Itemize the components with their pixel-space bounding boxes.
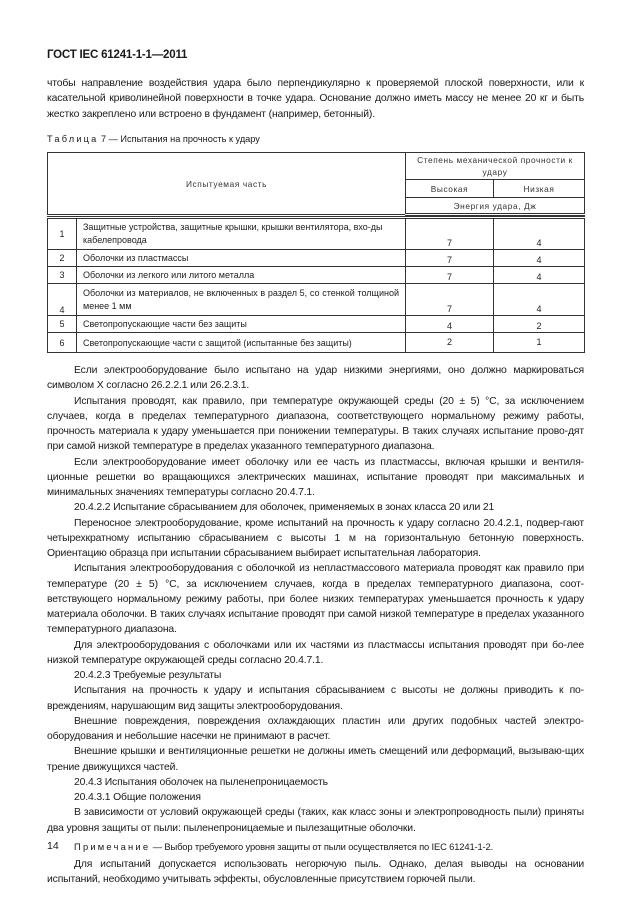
paragraph: Для испытаний допускается использовать негорючую пыль. Однако, делая выводы на основании испытаний, необходимо учитывать эффекты, обусловленные присутствием горючей пыли. (47, 859, 584, 886)
header-impact-energy: Энергия удара, Дж (406, 198, 585, 215)
paragraph: Испытания электрооборудования с оболочкой из непластмассового материала проводят как правило при температуре (20 ± 5) °С, за исключением случаев, когда в пределах температурного диапазона, соот-ветствующего нормальному режиму работы, при более низких температурах уменьшается прочность к удару материала оболочки. В таких случаях испытание проводят при самой низкой температуре в пределах указанного температурного диапазона. (47, 563, 584, 636)
paragraph: Внешние повреждения, повреждения охлаждающих пластин или других подобных частей электро-оборудования и небольшие насечки не принимают в расчет. (47, 715, 584, 742)
note (47, 839, 584, 854)
section-heading-20-4-3: 20.4.3 Испытания оболочек на пыленепроницаемость (74, 776, 328, 788)
row-high: 7 (406, 218, 494, 250)
row-part: Светопропускающие части без защиты (77, 316, 406, 333)
row-part: Защитные устройства, защитные крышки, крышки вентилятора, вхо-ды кабелепровода (77, 218, 406, 250)
section-heading-20-4-3-1: 20.4.3.1 Общие положения (74, 792, 201, 803)
paragraph: Внешние крышки и вентиляционные решетки не должны иметь смещений или деформаций, вызываю-щих трение движущихся частей. (47, 746, 584, 773)
row-low: 4 (494, 284, 585, 316)
paragraph: В зависимости от условий окружающей среды (таких, как класс зоны и электропроводность пыли) приняты два уровня защиты от пыли: пыленепроницаемые и пылезащитные оболочки. (47, 807, 584, 834)
intro-paragraph (47, 76, 584, 122)
row-high: 7 (406, 250, 494, 267)
row-part: Светопропускающие части с защитой (испытанные без защиты) (77, 333, 406, 353)
paragraph: Если электрооборудование имеет оболочку или ее часть из пластмассы, включая крышки и вентиля-ционные решетки во вращающихся электрических машинах, испытание проводят при максимальных и минимальных значениях температуры согласно 20.4.7.1. (47, 456, 584, 498)
row-number: 6 (48, 333, 77, 353)
row-number: 3 (48, 267, 77, 284)
paragraph: Испытания на прочность к удару и испытания сбрасыванием с высоты не должны приводить к по-вреждениям, нарушающим вид защиты электрооборудования. (47, 685, 584, 712)
header-strength-degree: Степень механической прочности к удару (406, 153, 585, 180)
document-standard-id: ГОСТ IEC 61241-1-1—2011 (47, 49, 188, 61)
row-high: 7 (406, 284, 494, 316)
row-low: 4 (494, 250, 585, 267)
table-row (48, 316, 585, 333)
body-text (47, 363, 584, 888)
paragraph: Испытания проводят, как правило, при температуре окружающей среды (20 ± 5) °С, за исключением случаев, когда в пределах температурного диапазона, соответствующего нормальному режиму работы, прочность материала к удару уменьшается при понижении температуры. В таких случаях испытание прово-дят при самой низкой температуре в пределах указанного температурного диапазона. (47, 395, 584, 453)
row-low: 2 (494, 316, 585, 333)
table-caption (47, 134, 260, 144)
note-text: — Выбор требуемого уровня защиты от пыли осуществляется по IEC 61241-1-2. (150, 840, 494, 852)
row-high: 7 (406, 267, 494, 284)
header-tested-part: Испытуемая часть (48, 153, 406, 215)
header-low: Низкая (494, 180, 585, 198)
table-row (48, 333, 585, 353)
row-low: 1 (494, 333, 585, 353)
row-part: Оболочки из легкого или литого металла (77, 267, 406, 284)
row-high: 2 (406, 333, 494, 353)
row-number: 1 (48, 218, 77, 250)
row-low: 4 (494, 267, 585, 284)
row-part: Оболочки из пластмассы (77, 250, 406, 267)
row-low: 4 (494, 218, 585, 250)
row-number: 5 (48, 316, 77, 333)
table-row (48, 284, 585, 316)
paragraph: Переносное электрооборудование, кроме испытаний на прочность к удару согласно 20.4.2.1, подвер-гают четырехкратному испытанию сбрасыванием с высоты 1 м на горизонтальную бетонную поверхность. Ориентацию образца при испытании сбрасыванием выбирает испытательная лаборатория. (47, 517, 584, 559)
table-row (48, 218, 585, 250)
row-number: 2 (48, 250, 77, 267)
table-caption-title: 7 — Испытания на прочность к удару (98, 134, 260, 144)
section-heading-20-4-2-2: 20.4.2.2 Испытание сбрасыванием для оболочек, применяемых в зонах класса 20 или 21 (74, 502, 495, 514)
table-row (48, 250, 585, 267)
row-high: 4 (406, 316, 494, 333)
section-heading-20-4-2-3: 20.4.2.3 Требуемые результаты (74, 670, 222, 681)
table-row (48, 267, 585, 284)
table-caption-prefix: Таблица (47, 134, 99, 144)
header-high: Высокая (406, 180, 494, 198)
intro-text: чтобы направление воздействия удара было перпендикулярно к проверяемой плоской поверхности, или к касательной криволинейной поверхности в точке удара. Основание должно иметь массу не менее 20 кг и быть жестко закреплено или встроено в фундамент (например, бетонный). (47, 78, 584, 120)
page-number: 14 (47, 840, 59, 852)
impact-test-table (47, 152, 585, 353)
paragraph: Если электрооборудование было испытано на удар низкими энергиями, оно должно маркироваться символом X согласно 26.2.2.1 или 26.2.3.1. (47, 365, 584, 392)
paragraph: Для электрооборудования с оболочками или их частями из пластмассы испытания проводят при бо-лее низкой температуре окружающей среды согласно 20.4.7.1. (47, 639, 584, 666)
row-part: Оболочки из материалов, не включенных в раздел 5, со стенкой толщиной менее 1 мм (77, 284, 406, 316)
row-number: 4 (48, 284, 77, 316)
note-label: Примечание (74, 840, 151, 852)
